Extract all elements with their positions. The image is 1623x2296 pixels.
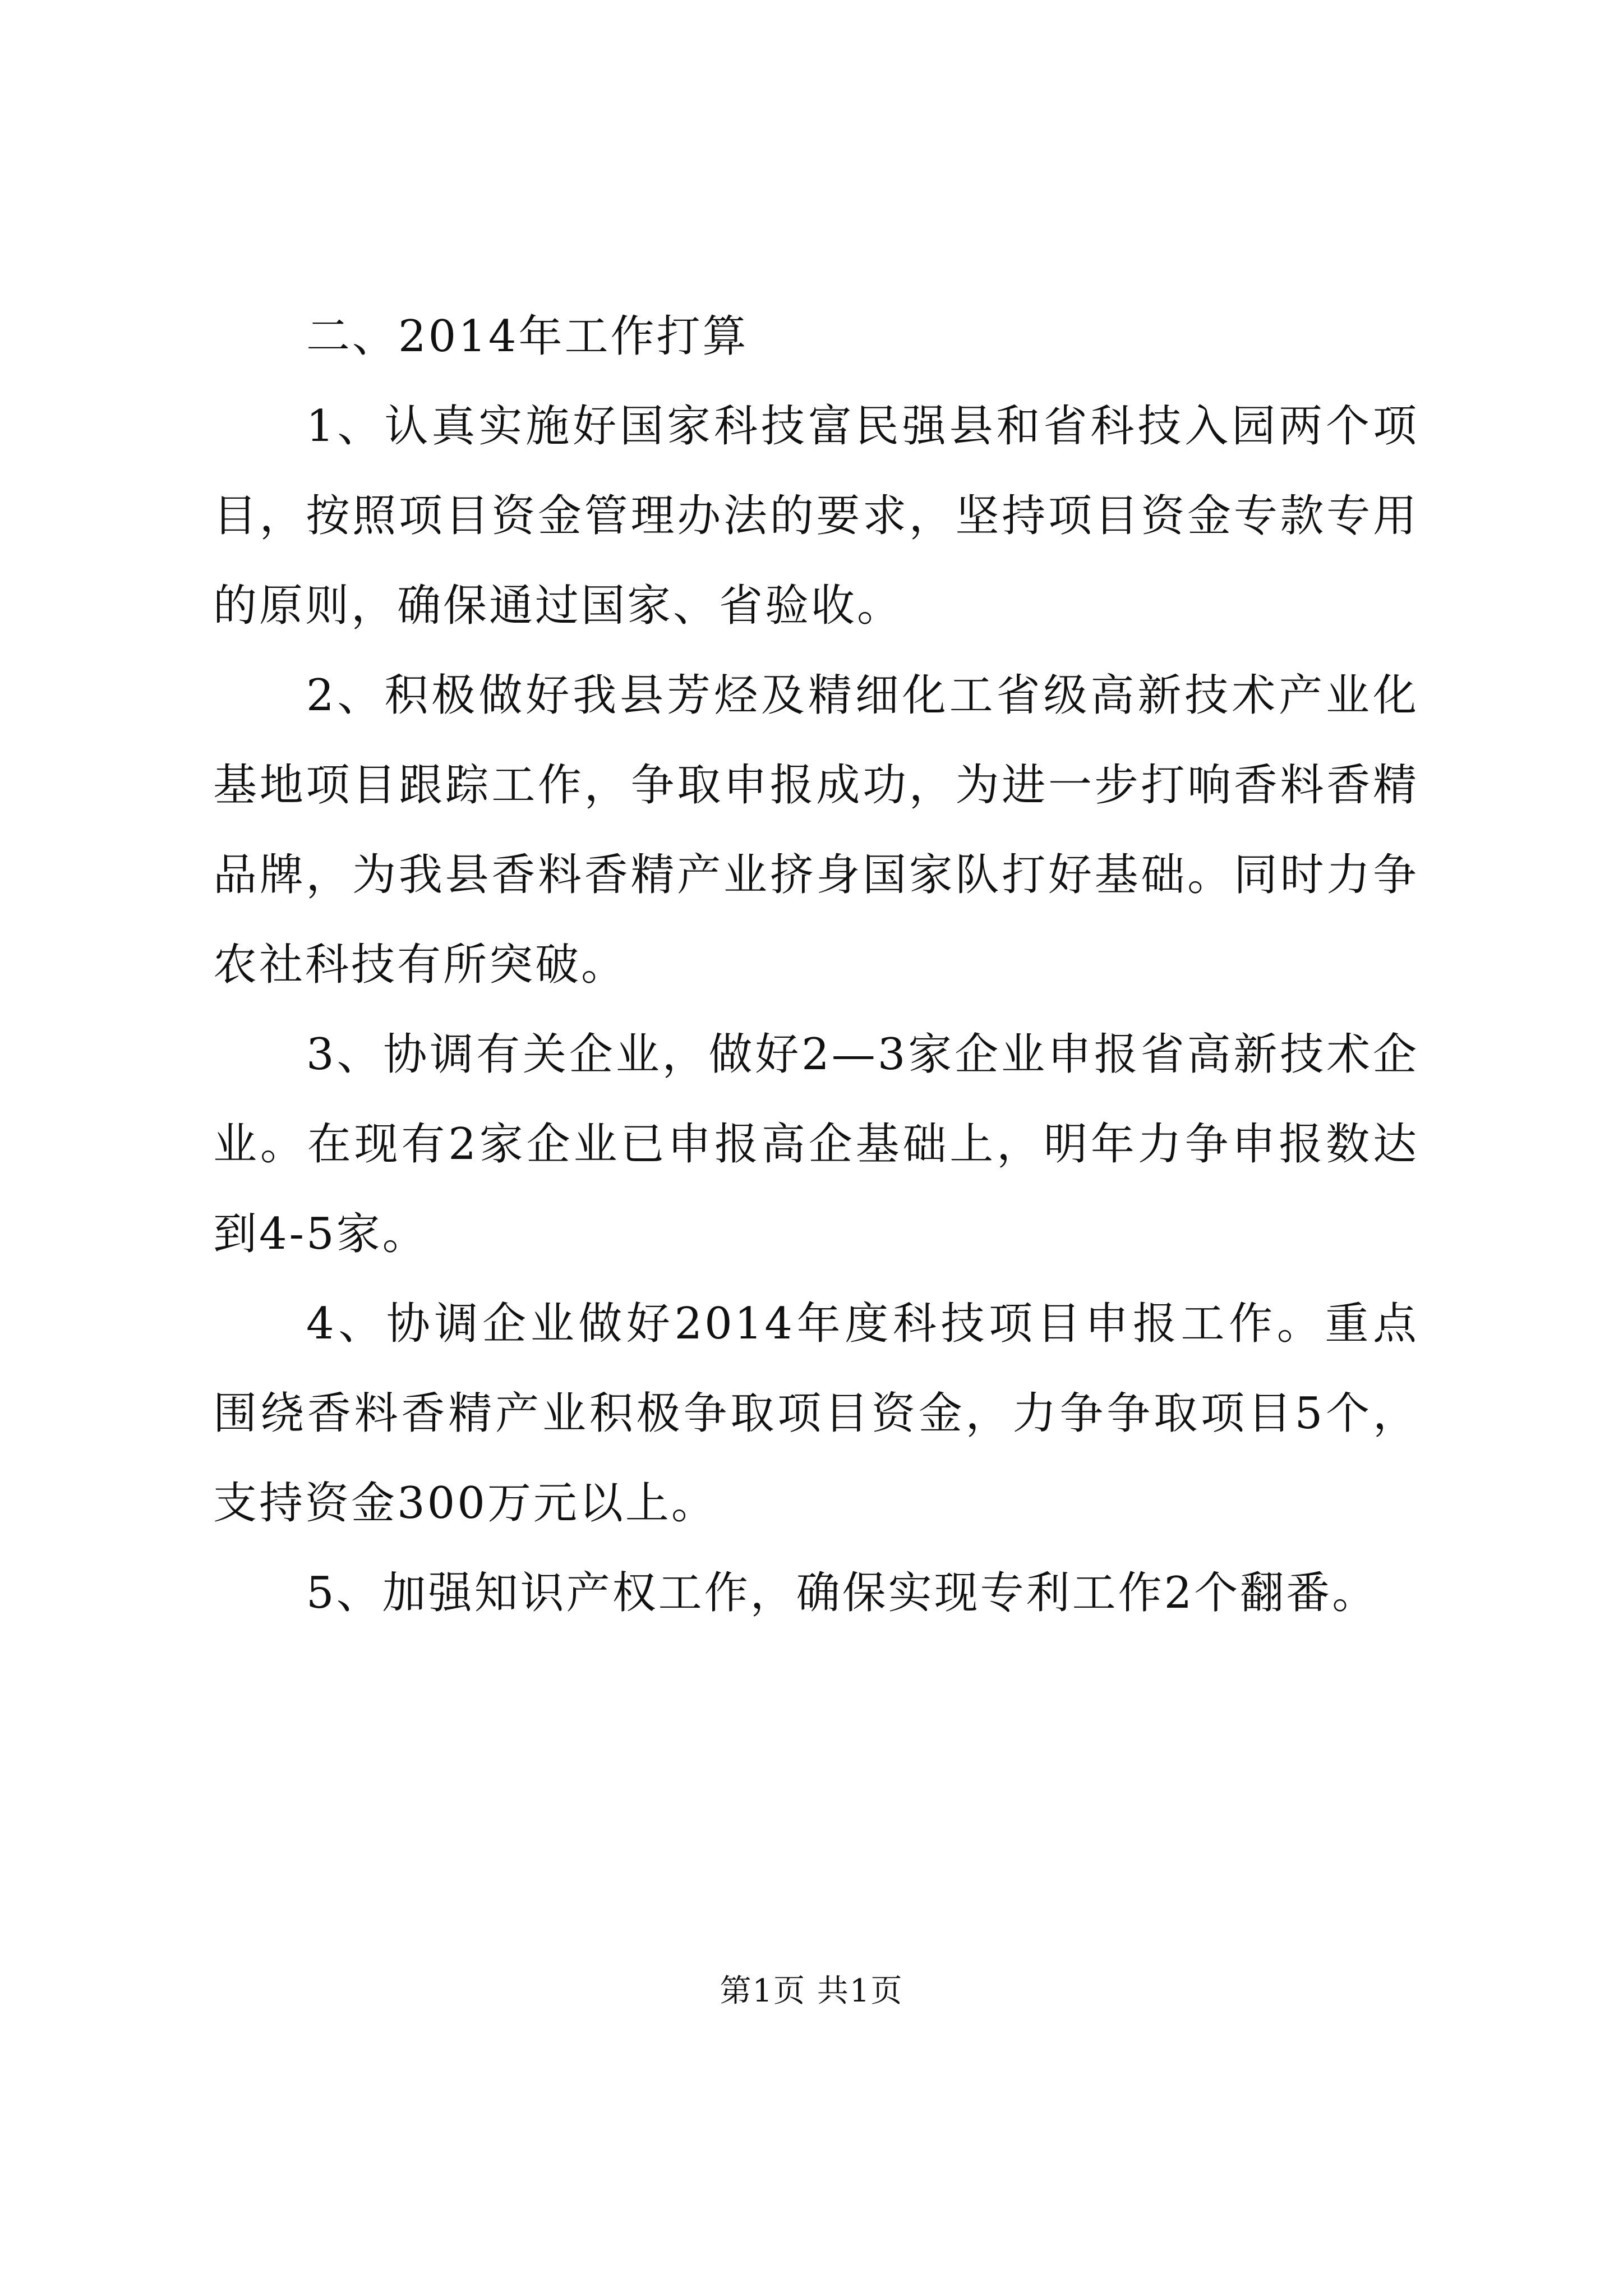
- paragraph-4: 4、协调企业做好2014年度科技项目申报工作。重点围绕香料香精产业积极争取项目资金，力争争取项目5个，支持资金300万元以上。: [213, 1299, 1419, 1529]
- section-heading: 二、2014年工作打算: [306, 311, 749, 362]
- page-number-footer: 第1页 共1页: [720, 1973, 903, 2009]
- document-body: [213, 292, 1419, 1638]
- paragraph-5: 5、加强知识产权工作，确保实现专利工作2个翻番。: [306, 1568, 1378, 1618]
- paragraph-1: 1、认真实施好国家科技富民强县和省科技入园两个项目，按照项目资金管理办法的要求，坚持项目资金专款专用的原则，确保通过国家、省验收。: [213, 401, 1419, 631]
- paragraph-3: 3、协调有关企业，做好2—3家企业申报省高新技术企业。在现有2家企业已申报高企基础上，明年力争申报数达到4-5家。: [213, 1029, 1419, 1259]
- paragraph-2: 2、积极做好我县芳烃及精细化工省级高新技术产业化基地项目跟踪工作，争取申报成功，为进一步打响香料香精品牌，为我县香料香精产业挤身国家队打好基础。同时力争农社科技有所突破。: [213, 670, 1419, 990]
